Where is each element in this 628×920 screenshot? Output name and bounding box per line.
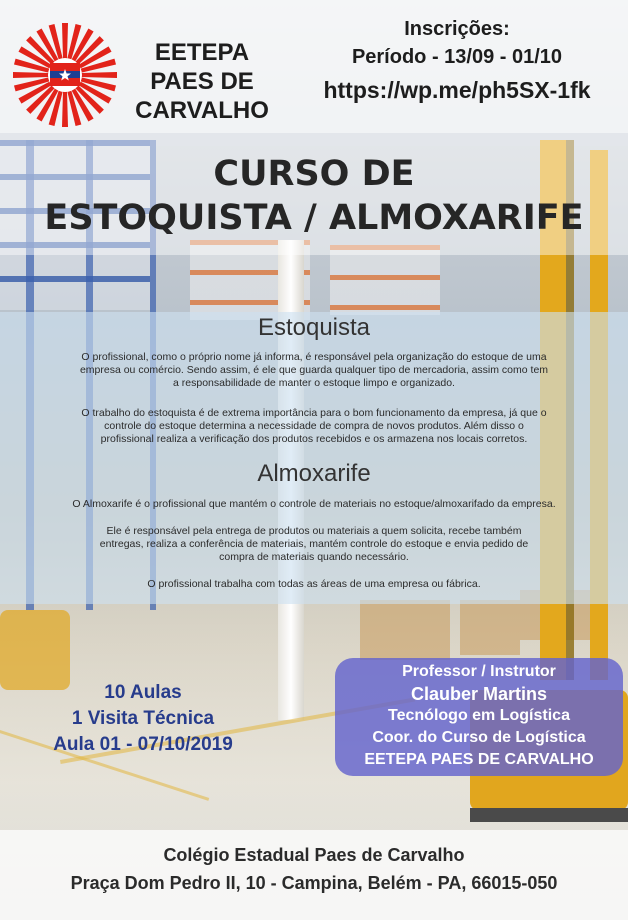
technical-visit: 1 Visita Técnica (71, 708, 215, 729)
almoxarife-heading: Almoxarife (257, 460, 371, 487)
estoquista-heading: Estoquista (257, 314, 371, 341)
course-title-line2: ESTOQUISTA / ALMOXARIFE (44, 198, 584, 238)
footer-school: Colégio Estadual Paes de Carvalho (163, 845, 465, 865)
course-title (0, 152, 628, 240)
instructor-institution: EETEPA PAES DE CARVALHO (364, 751, 594, 768)
school-name-line3: CARVALHO (135, 97, 269, 124)
instructor-coordination: Coor. do Curso de Logística (372, 729, 586, 746)
first-class-date: Aula 01 - 07/10/2019 (53, 734, 233, 755)
registration-link[interactable]: https://wp.me/ph5SX-1fk (323, 77, 591, 103)
instructor-role: Professor / Instrutor (402, 663, 556, 680)
registration-period: Período - 13/09 - 01/10 (351, 46, 563, 68)
school-name-line2: PAES DE (150, 68, 254, 95)
instructor-name: Clauber Martins (410, 684, 548, 704)
school-logo (12, 22, 118, 128)
registration-info (292, 16, 622, 104)
instructor-degree: Tecnólogo em Logística (388, 707, 570, 724)
footer-address: Praça Dom Pedro II, 10 - Campina, Belém - PA, 66015-050 (70, 873, 558, 893)
instructor-box (335, 658, 623, 776)
course-title-line1: CURSO DE (213, 154, 415, 194)
registration-title: Inscrições: (404, 18, 510, 40)
estoquista-paragraph-1: O profissional, como o próprio nome já informa, é responsável pela organização do estoque de uma empresa ou comércio. Sendo assim, é ele que guarda qualquer tipo de mercadoria, assim como tem a responsabilidade de manter o estoque limpo e organizado. (79, 351, 549, 389)
footer (0, 843, 628, 895)
course-info (18, 680, 268, 758)
school-name (118, 38, 286, 125)
almoxarife-paragraph-2: Ele é responsável pela entrega de produtos ou materiais a quem solicita, recebe também entregas, realiza a conferência de materiais, mantém controle do estoque e envia pedido de compra de materiais quando necessário. (99, 525, 529, 563)
almoxarife-paragraph-3: O profissional trabalha com todas as áreas de uma empresa ou fábrica. (147, 578, 481, 590)
lessons-count: 10 Aulas (104, 682, 182, 703)
estoquista-paragraph-2: O trabalho do estoquista é de extrema importância para o bom funcionamento da empresa, já que o controle do estoque determina a necessidade de compra de novos produtos. Além disso o profissional realiza a verificação dos produtos recebidos e os armazena nos locais corretos. (81, 407, 547, 445)
school-name-line1: EETEPA (154, 39, 250, 66)
almoxarife-paragraph-1: O Almoxarife é o profissional que mantém o controle de materiais no estoque/almoxarifado da empresa. (72, 498, 556, 510)
